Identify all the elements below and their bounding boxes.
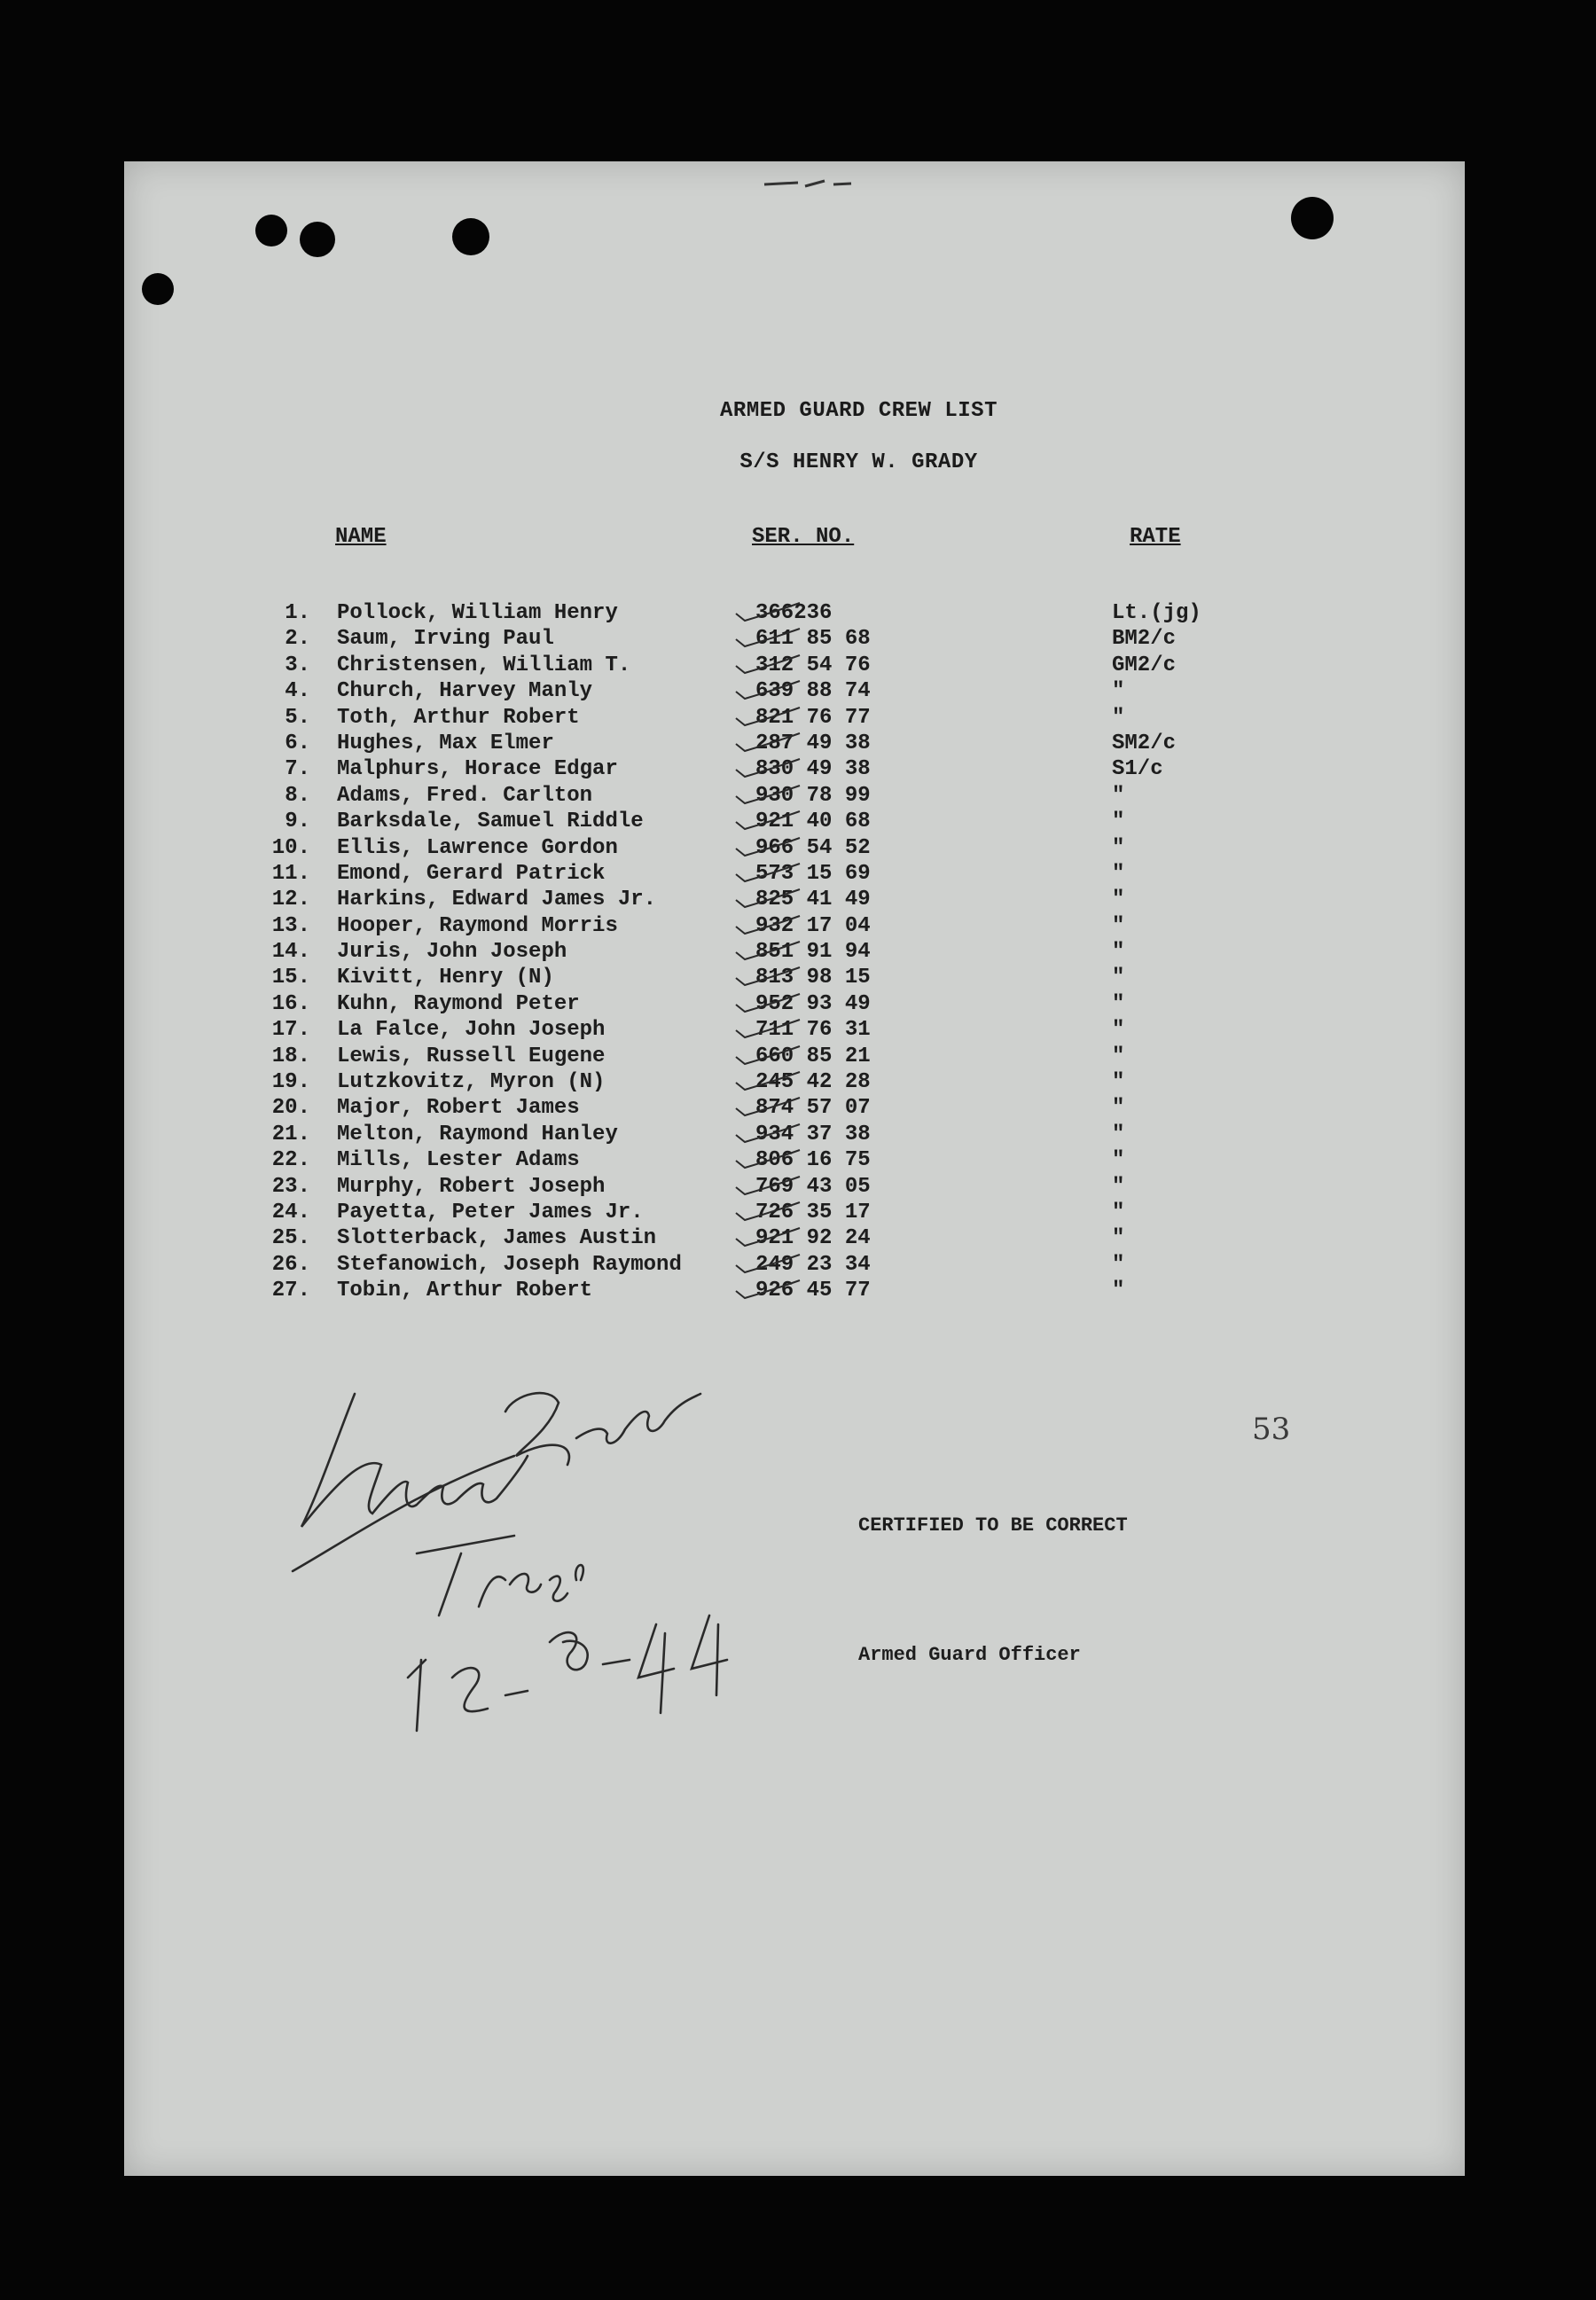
crew-number: 4. — [285, 679, 310, 704]
crew-number: 20. — [271, 1096, 310, 1121]
crew-name: Lutzkovitz, Myron (N) — [337, 1070, 606, 1095]
table-row — [124, 1044, 1465, 1070]
crew-rate: " — [1112, 1279, 1125, 1303]
column-header-serial: SER. NO. — [752, 525, 855, 549]
punch-hole — [1291, 197, 1334, 239]
table-row — [124, 1226, 1465, 1252]
crew-number: 8. — [285, 783, 310, 808]
crew-number: 12. — [271, 888, 310, 912]
table-row — [124, 679, 1465, 705]
crew-name: Emond, Gerard Patrick — [337, 861, 606, 886]
crew-serial-number: 711 76 31 — [755, 1018, 871, 1043]
punch-hole — [142, 273, 174, 305]
table-row — [124, 1279, 1465, 1304]
crew-name: Kuhn, Raymond Peter — [337, 991, 580, 1016]
crew-name: Mills, Lester Adams — [337, 1148, 580, 1173]
crew-number: 17. — [271, 1018, 310, 1043]
crew-name: Melton, Raymond Hanley — [337, 1122, 618, 1146]
crew-number: 5. — [285, 705, 310, 730]
crew-rate: " — [1112, 861, 1125, 886]
page-number: 53 — [1252, 1412, 1291, 1447]
crew-rate: " — [1112, 679, 1125, 704]
table-row — [124, 836, 1465, 862]
table-row — [124, 940, 1465, 966]
crew-serial-number: 930 78 99 — [755, 783, 871, 808]
table-row — [124, 1253, 1465, 1279]
crew-name: Christensen, William T. — [337, 653, 631, 677]
crew-name: Hooper, Raymond Morris — [337, 913, 618, 938]
crew-name: Saum, Irving Paul — [337, 627, 554, 652]
crew-number: 24. — [271, 1200, 310, 1224]
table-row — [124, 1018, 1465, 1044]
crew-serial-number: 249 23 34 — [755, 1252, 871, 1277]
table-row — [124, 757, 1465, 783]
crew-rate: " — [1112, 966, 1125, 990]
punch-hole — [300, 222, 335, 257]
crew-serial-number: 726 35 17 — [755, 1200, 871, 1224]
crew-name: Payetta, Peter James Jr. — [337, 1200, 644, 1224]
punch-hole — [255, 215, 287, 246]
crew-rate: " — [1112, 783, 1125, 808]
crew-number: 15. — [271, 966, 310, 990]
table-row — [124, 914, 1465, 940]
crew-rate: " — [1112, 1226, 1125, 1251]
table-row — [124, 862, 1465, 888]
table-row — [124, 627, 1465, 653]
crew-name: Adams, Fred. Carlton — [337, 783, 593, 808]
crew-number: 1. — [285, 601, 310, 625]
crew-rate: " — [1112, 810, 1125, 834]
table-row — [124, 784, 1465, 810]
crew-serial-number: 806 16 75 — [755, 1148, 871, 1173]
crew-name: Juris, John Joseph — [337, 940, 567, 965]
crew-rate: S1/c — [1112, 757, 1163, 782]
crew-name: Major, Robert James — [337, 1096, 580, 1121]
crew-number: 14. — [271, 940, 310, 965]
table-row — [124, 653, 1465, 679]
table-row — [124, 1201, 1465, 1226]
table-row — [124, 706, 1465, 731]
crew-rate: " — [1112, 1018, 1125, 1043]
top-smudge-mark — [763, 176, 887, 190]
crew-serial-number: 830 49 38 — [755, 757, 871, 782]
crew-rate: " — [1112, 1200, 1125, 1224]
crew-rate: " — [1112, 1070, 1125, 1095]
certification-text: CERTIFIED TO BE CORRECT — [858, 1514, 1128, 1537]
crew-name: Pollock, William Henry — [337, 601, 618, 625]
crew-rate: " — [1112, 991, 1125, 1016]
crew-name: Barksdale, Samuel Riddle — [337, 810, 644, 834]
crew-serial-number: 639 88 74 — [755, 679, 871, 704]
crew-number: 16. — [271, 991, 310, 1016]
crew-serial-number: 287 49 38 — [755, 731, 871, 755]
crew-number: 18. — [271, 1044, 310, 1068]
table-row — [124, 731, 1465, 757]
crew-number: 9. — [285, 810, 310, 834]
table-row — [124, 601, 1465, 627]
crew-rate: " — [1112, 1096, 1125, 1121]
table-row — [124, 1123, 1465, 1148]
crew-serial-number: 921 92 24 — [755, 1226, 871, 1251]
document-title: ARMED GUARD CREW LIST — [720, 399, 998, 423]
crew-number: 10. — [271, 835, 310, 860]
handwritten-signature — [284, 1358, 780, 1784]
table-row — [124, 1096, 1465, 1122]
crew-rate: " — [1112, 940, 1125, 965]
crew-list — [124, 601, 1465, 1305]
crew-rate: GM2/c — [1112, 653, 1177, 677]
crew-serial-number: 611 85 68 — [755, 627, 871, 652]
crew-number: 22. — [271, 1148, 310, 1173]
crew-serial-number: 966 54 52 — [755, 835, 871, 860]
crew-rate: " — [1112, 705, 1125, 730]
table-row — [124, 1070, 1465, 1096]
crew-number: 23. — [271, 1174, 310, 1199]
crew-name: Tobin, Arthur Robert — [337, 1279, 593, 1303]
ship-name: S/S HENRY W. GRADY — [739, 450, 978, 474]
crew-name: Murphy, Robert Joseph — [337, 1174, 606, 1199]
crew-number: 11. — [271, 861, 310, 886]
crew-rate: " — [1112, 1122, 1125, 1146]
table-row — [124, 888, 1465, 913]
crew-rate: " — [1112, 1044, 1125, 1068]
crew-serial-number: 926 45 77 — [755, 1279, 871, 1303]
crew-serial-number: 769 43 05 — [755, 1174, 871, 1199]
crew-name: Stefanowich, Joseph Raymond — [337, 1252, 682, 1277]
document-page — [124, 161, 1465, 2176]
crew-serial-number: 366236 — [755, 601, 833, 625]
crew-serial-number: 312 54 76 — [755, 653, 871, 677]
crew-name: Ellis, Lawrence Gordon — [337, 835, 618, 860]
crew-rate: " — [1112, 835, 1125, 860]
crew-number: 26. — [271, 1252, 310, 1277]
column-header-name: NAME — [335, 525, 387, 549]
crew-serial-number: 813 98 15 — [755, 966, 871, 990]
crew-name: Church, Harvey Manly — [337, 679, 593, 704]
table-row — [124, 810, 1465, 835]
crew-rate: BM2/c — [1112, 627, 1177, 652]
crew-number: 2. — [285, 627, 310, 652]
crew-number: 21. — [271, 1122, 310, 1146]
crew-serial-number: 245 42 28 — [755, 1070, 871, 1095]
crew-name: Kivitt, Henry (N) — [337, 966, 554, 990]
crew-name: Harkins, Edward James Jr. — [337, 888, 657, 912]
crew-rate: " — [1112, 1148, 1125, 1173]
crew-number: 6. — [285, 731, 310, 755]
column-header-rate: RATE — [1130, 525, 1181, 549]
crew-rate: " — [1112, 1174, 1125, 1199]
crew-serial-number: 573 15 69 — [755, 861, 871, 886]
crew-name: Hughes, Max Elmer — [337, 731, 554, 755]
crew-number: 3. — [285, 653, 310, 677]
table-row — [124, 1175, 1465, 1201]
crew-name: Slotterback, James Austin — [337, 1226, 657, 1251]
crew-number: 13. — [271, 913, 310, 938]
crew-name: Lewis, Russell Eugene — [337, 1044, 606, 1068]
crew-rate: " — [1112, 913, 1125, 938]
crew-serial-number: 660 85 21 — [755, 1044, 871, 1068]
table-row — [124, 966, 1465, 991]
crew-serial-number: 934 37 38 — [755, 1122, 871, 1146]
crew-serial-number: 825 41 49 — [755, 888, 871, 912]
table-row — [124, 1148, 1465, 1174]
crew-name: La Falce, John Joseph — [337, 1018, 606, 1043]
crew-name: Toth, Arthur Robert — [337, 705, 580, 730]
crew-rate: SM2/c — [1112, 731, 1177, 755]
crew-serial-number: 932 17 04 — [755, 913, 871, 938]
officer-title: Armed Guard Officer — [858, 1644, 1081, 1666]
crew-serial-number: 851 91 94 — [755, 940, 871, 965]
crew-serial-number: 921 40 68 — [755, 810, 871, 834]
crew-serial-number: 874 57 07 — [755, 1096, 871, 1121]
crew-serial-number: 821 76 77 — [755, 705, 871, 730]
crew-number: 25. — [271, 1226, 310, 1251]
crew-rate: " — [1112, 888, 1125, 912]
crew-rate: Lt.(jg) — [1112, 601, 1201, 625]
crew-number: 27. — [271, 1279, 310, 1303]
crew-number: 7. — [285, 757, 310, 782]
punch-hole — [452, 218, 489, 255]
crew-rate: " — [1112, 1252, 1125, 1277]
table-row — [124, 992, 1465, 1018]
crew-serial-number: 952 93 49 — [755, 991, 871, 1016]
crew-name: Malphurs, Horace Edgar — [337, 757, 618, 782]
crew-number: 19. — [271, 1070, 310, 1095]
